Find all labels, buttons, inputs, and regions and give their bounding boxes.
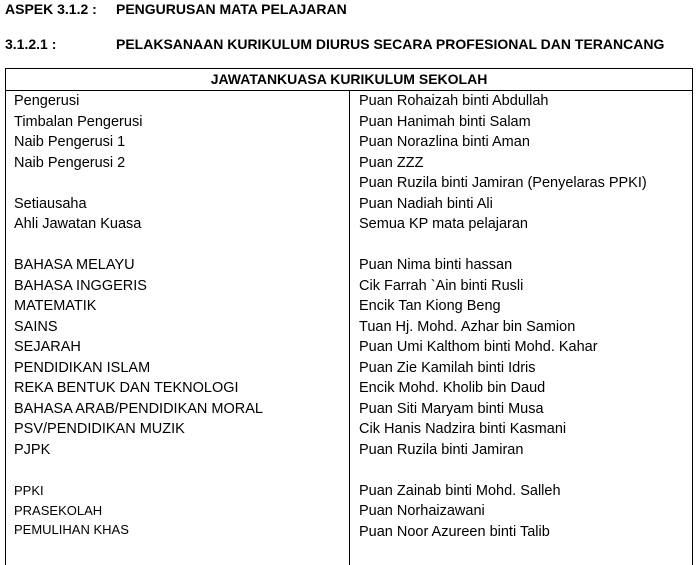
row-spacer <box>14 235 263 256</box>
role-label: Ahli Jawatan Kuasa <box>14 216 142 232</box>
subject-label: REKA BENTUK DAN TEKNOLOGI <box>14 380 239 396</box>
role-label: Naib Pengerusi 2 <box>14 154 126 171</box>
member-name: Puan Rohaizah binti Abdullah <box>359 93 549 109</box>
committee-table <box>5 68 693 565</box>
member-name: Puan Nima binti hassan <box>359 257 513 273</box>
member-name: Encik Mohd. Kholib bin Daud <box>359 380 546 396</box>
member-name: Puan Umi Kalthom binti Mohd. Kahar <box>359 339 598 355</box>
subject-label: BAHASA ARAB/PENDIDIKAN MORAL <box>14 400 263 417</box>
names-column <box>359 91 647 542</box>
standard-title: PELAKSANAAN KURIKULUM DIURUS SECARA PROFESIONAL DAN TERANCANG <box>116 36 665 52</box>
subject-label: PSV/PENDIDIKAN MUZIK <box>14 421 185 437</box>
member-name: Puan Ruzila binti Jamiran <box>359 441 524 458</box>
role-label: Pengerusi <box>14 93 80 109</box>
standard-heading <box>5 36 664 53</box>
aspect-heading <box>5 1 347 18</box>
aspect-title: PENGURUSAN MATA PELAJARAN <box>116 1 347 17</box>
member-name: Puan Siti Maryam binti Musa <box>359 400 544 417</box>
table-header: JAWATANKUASA KURIKULUM SEKOLAH <box>6 69 692 91</box>
subject-label: SAINS <box>14 318 58 335</box>
subject-label: PJPK <box>14 441 51 458</box>
member-name: Puan Nadiah binti Ali <box>359 195 493 212</box>
subject-label: MATEMATIK <box>14 298 97 314</box>
column-divider <box>349 90 350 565</box>
member-name: Puan Zie Kamilah binti Idris <box>359 359 536 376</box>
subject-label: BAHASA INGGERIS <box>14 277 147 294</box>
row-spacer <box>359 235 647 256</box>
subject-label: BAHASA MELAYU <box>14 257 135 273</box>
unit-label: PEMULIHAN KHAS <box>14 522 129 537</box>
member-name: Cik Hanis Nadzira binti Kasmani <box>359 421 567 437</box>
subject-label: PENDIDIKAN ISLAM <box>14 359 151 376</box>
member-name: Puan Ruzila binti Jamiran (Penyelaras PPKI) <box>359 175 647 191</box>
roles-column <box>14 91 263 541</box>
role-label: Setiausaha <box>14 195 87 212</box>
member-name: Encik Tan Kiong Beng <box>359 298 501 314</box>
row-spacer <box>14 460 263 481</box>
unit-label: PRASEKOLAH <box>14 503 103 518</box>
role-label: Naib Pengerusi 1 <box>14 134 126 150</box>
member-name: Puan Hanimah binti Salam <box>359 113 531 130</box>
member-name: Puan Norhaizawani <box>359 503 485 519</box>
member-name: Puan Norazlina binti Aman <box>359 134 530 150</box>
role-label <box>14 173 263 194</box>
member-name: Cik Farrah `Ain binti Rusli <box>359 277 524 294</box>
unit-label: PPKI <box>14 482 44 498</box>
standard-code: 3.1.2.1 : <box>5 36 57 52</box>
member-name: Semua KP mata pelajaran <box>359 216 529 232</box>
member-name: Puan Zainab binti Mohd. Salleh <box>359 482 561 499</box>
subject-label: SEJARAH <box>14 339 81 355</box>
member-name: Puan ZZZ <box>359 154 424 171</box>
member-name: Puan Noor Azureen binti Talib <box>359 523 550 540</box>
role-label: Timbalan Pengerusi <box>14 113 143 130</box>
member-name: Tuan Hj. Mohd. Azhar bin Samion <box>359 318 576 335</box>
aspect-code: ASPEK 3.1.2 : <box>5 1 97 17</box>
row-spacer <box>359 460 647 481</box>
